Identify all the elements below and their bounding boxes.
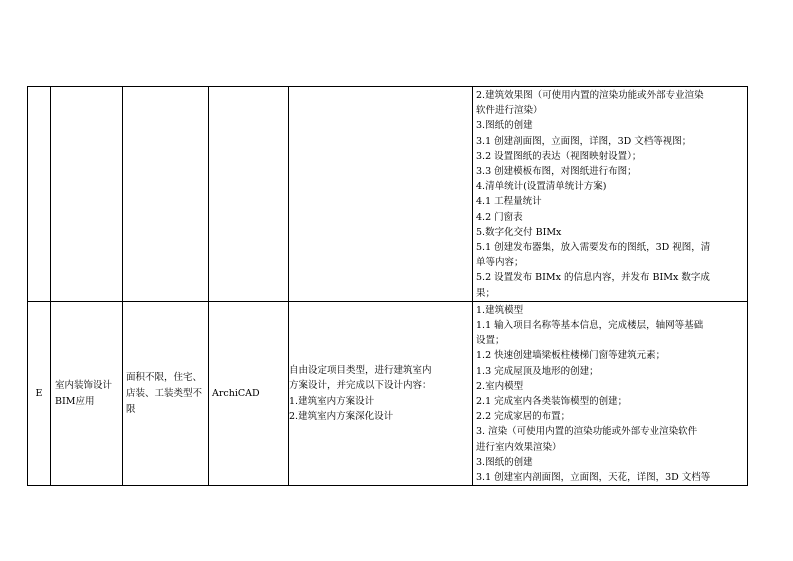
code-cell: [28, 87, 51, 302]
content-line: 1.3 完成屋顶及地形的创建；: [476, 365, 599, 377]
content-line: 3.3 创建模板布图，对图纸进行布图；: [476, 166, 637, 178]
software-cell: [209, 87, 289, 302]
content-line: 5.1 创建发布器集，放入需要发布的图纸，3D 视图，清: [476, 242, 711, 254]
content-line: 4.2 门窗表: [476, 211, 523, 223]
project-name: 室内装饰设计BIM应用: [55, 379, 113, 407]
requirement-line: 方案设计，并完成以下设计内容：: [289, 380, 432, 392]
content-line: 4.1 工程量统计: [476, 196, 542, 208]
content-line: 5.2 设置发布 BIMx 的信息内容，并发布 BIMx 数字成: [476, 272, 710, 284]
content-line: 5.数字化交付 BIMx: [476, 226, 562, 238]
content-line: 设置；: [476, 335, 505, 347]
content-line: 2.1 完成室内各类装饰模型的创建；: [476, 396, 628, 408]
name-cell: [51, 87, 123, 302]
content-cell: [473, 301, 748, 485]
content-line: 3.1 创建剖面图，立面图，详图，3D 文档等视图；: [476, 135, 692, 147]
code-cell: [28, 301, 51, 485]
content-cell: [473, 87, 748, 302]
software-cell: [209, 301, 289, 485]
content-line: 4.清单统计(设置清单统计方案): [476, 181, 607, 193]
table-row: [28, 301, 748, 485]
content-line: 2.建筑效果图（可使用内置的渲染功能或外部专业渲染: [476, 90, 704, 101]
content-line: 进行室内效果渲染）: [476, 441, 562, 453]
requirement-line: 1.建筑室内方案设计: [289, 395, 375, 407]
requirement-cell: [289, 301, 473, 485]
content-line: 2.2 完成家居的布置；: [476, 411, 571, 423]
requirement-line: 2.建筑室内方案深化设计: [289, 410, 394, 422]
requirement-cell: [289, 87, 473, 302]
requirement-line: 自由设定项目类型，进行建筑室内: [289, 365, 432, 377]
content-line: 1.1 输入项目名称等基本信息，完成楼层，轴网等基础: [476, 320, 704, 332]
requirements-table: [27, 86, 748, 486]
table-row: [28, 87, 748, 302]
content-line: 1.2 快速创建墙梁板柱楼梯门窗等建筑元素；: [476, 350, 666, 362]
scope-cell: [123, 301, 209, 485]
content-line: 3.1 创建室内剖面图，立面图，天花，详图，3D 文档等: [476, 472, 711, 484]
row-code: E: [35, 387, 43, 399]
content-line: 2.室内模型: [476, 380, 524, 392]
project-scope: 面积不限，住宅、店装、工装类型不限: [126, 371, 203, 415]
content-line: 3.图纸的创建: [476, 456, 533, 468]
content-line: 1.建筑模型: [476, 304, 524, 316]
content-line: 果；: [476, 287, 496, 299]
content-line: 3.2 设置图纸的表达（视图映射设置）；: [476, 150, 642, 162]
content-line: 3.图纸的创建: [476, 120, 533, 132]
content-line: 3. 渲染（可使用内置的渲染功能或外部专业渲染软件: [476, 426, 698, 438]
content-line: 单等内容；: [476, 257, 524, 269]
software-name: ArchiCAD: [212, 387, 260, 399]
content-line: 软件进行渲染）: [476, 105, 543, 117]
name-cell: [51, 301, 123, 485]
scope-cell: [123, 87, 209, 302]
